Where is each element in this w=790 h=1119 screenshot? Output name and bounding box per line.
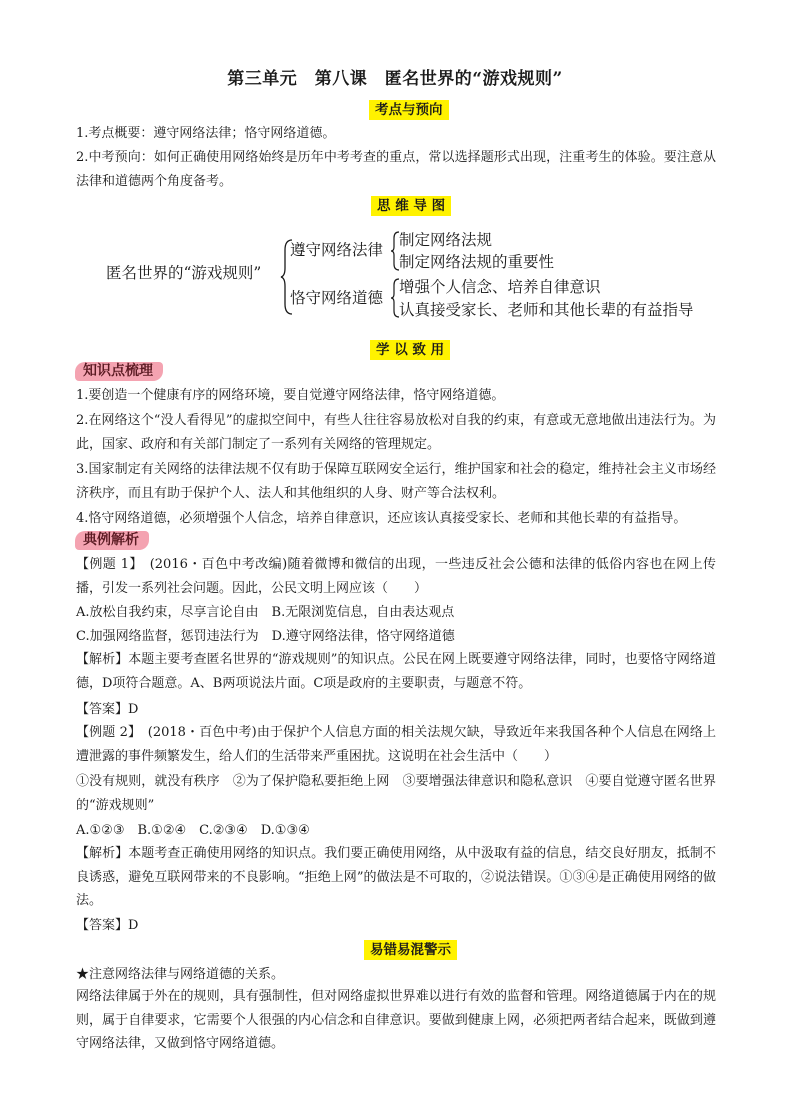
badge-zhishi: 知识点梳理 [75,362,163,381]
section-header-kaodian: 考点与预向 [369,100,449,120]
example-2-statements: ①没有规则，就没有秩序 ②为了保护隐私要拒绝上网 ③要增强法律意识和隐私意识 ④要自觉遵守匿名世界的“游戏规则” [76,774,716,813]
section-header-xueyi: 学 以 致 用 [370,340,450,360]
example-1-stem: 【例题 1】 (2016・百色中考改编)随着微博和微信的出现，一些违反社会公德和法律的低俗内容也在网上传播，引发一系列社会问题。因此，公民文明上网应该（ ） [76,557,716,596]
example-2-options: A.①②③ B.①②④ C.②③④ D.①③④ [76,823,310,838]
mindmap-branch-law: 遵守网络法律 [290,241,384,259]
yicuo-star-note: ★注意网络法律与网络道德的关系。 [76,967,285,982]
mindmap-morality-item-1: 增强个人信念、培养自律意识 [399,278,601,296]
example-1-options-ab: A.放松自我约束，尽享言论自由 B.无限浏览信息，自由表达观点 [76,605,455,620]
example-2-answer: 【答案】D [76,918,139,933]
zhishi-point-4: 4.恪守网络道德，必须增强个人信念，培养自律意识，还应该认真接受家长、老师和其他长辈的有益指导。 [76,511,687,526]
section-header-yicuo: 易错易混警示 [364,940,457,960]
yicuo-body: 网络法律属于外在的规则，具有强制性，但对网络虚拟世界难以进行有效的监督和管理。网络道德属于内在的规则，属于自律要求，它需要个人很强的内心信念和自律意识。要做到健康上网，必须把两者结合起来，既做到遵守网络法律，又做到恪守网络道德。 [76,989,716,1051]
section-header-siwei: 思 维 导 图 [371,196,451,216]
example-1-options-cd: C.加强网络监督，惩罚违法行为 D.遵守网络法律，恪守网络道德 [76,629,455,644]
zhishi-point-1: 1.要创造一个健康有序的网络环境，要自觉遵守网络法律，恪守网络道德。 [76,388,505,403]
mindmap-branch-morality: 恪守网络道德 [290,289,384,307]
example-2-analysis: 【解析】本题考查正确使用网络的知识点。我们要正确使用网络，从中汲取有益的信息，结交良好朋友，抵制不良诱惑，避免互联网带来的不良影响。“拒绝上网”的做法是不可取的，②说法错误。①③④是正确使用网络的做法。 [76,846,716,908]
example-1-analysis: 【解析】本题主要考查匿名世界的“游戏规则”的知识点。公民在网上既要遵守网络法律，同时，也要恪守网络道德，D项符合题意。A、B两项说法片面。C项是政府的主要职责，与题意不符。 [76,652,716,691]
zhishi-point-3: 3.国家制定有关网络的法律法规不仅有助于保障互联网安全运行，维护国家和社会的稳定，维持社会主义市场经济秩序，而且有助于保护个人、法人和其他组织的人身、财产等合法权利。 [76,462,716,501]
kaodian-forecast: 2.中考预向：如何正确使用网络始终是历年中考考查的重点，常以选择题形式出现，注重考生的体验。要注意从法律和道德两个角度备考。 [76,150,716,189]
kaodian-summary: 1.考点概要：遵守网络法律；恪守网络道德。 [76,126,336,141]
mindmap-law-item-2: 制定网络法规的重要性 [399,253,555,271]
badge-dianli: 典例解析 [75,531,149,550]
example-2-stem: 【例题 2】 (2018・百色中考)由于保护个人信息方面的相关法规欠缺，导致近年来我国各种个人信息在网络上遭泄露的事件频繁发生，给人们的生活带来严重困扰。这说明在社会生活中（ ） [76,725,716,764]
zhishi-point-2: 2.在网络这个“没人看得见”的虚拟空间中，有些人往往容易放松对自我的约束，有意或无意地做出违法行为。为此，国家、政府和有关部门制定了一系列有关网络的管理规定。 [76,413,716,452]
mindmap-root: 匿名世界的“游戏规则” [106,264,262,282]
page-title: 第三单元 第八课 匿名世界的“游戏规则” [227,69,563,89]
example-1-answer: 【答案】D [76,702,139,717]
mindmap-morality-item-2: 认真接受家长、老师和其他长辈的有益指导 [399,301,694,319]
mindmap-law-item-1: 制定网络法规 [399,231,493,249]
